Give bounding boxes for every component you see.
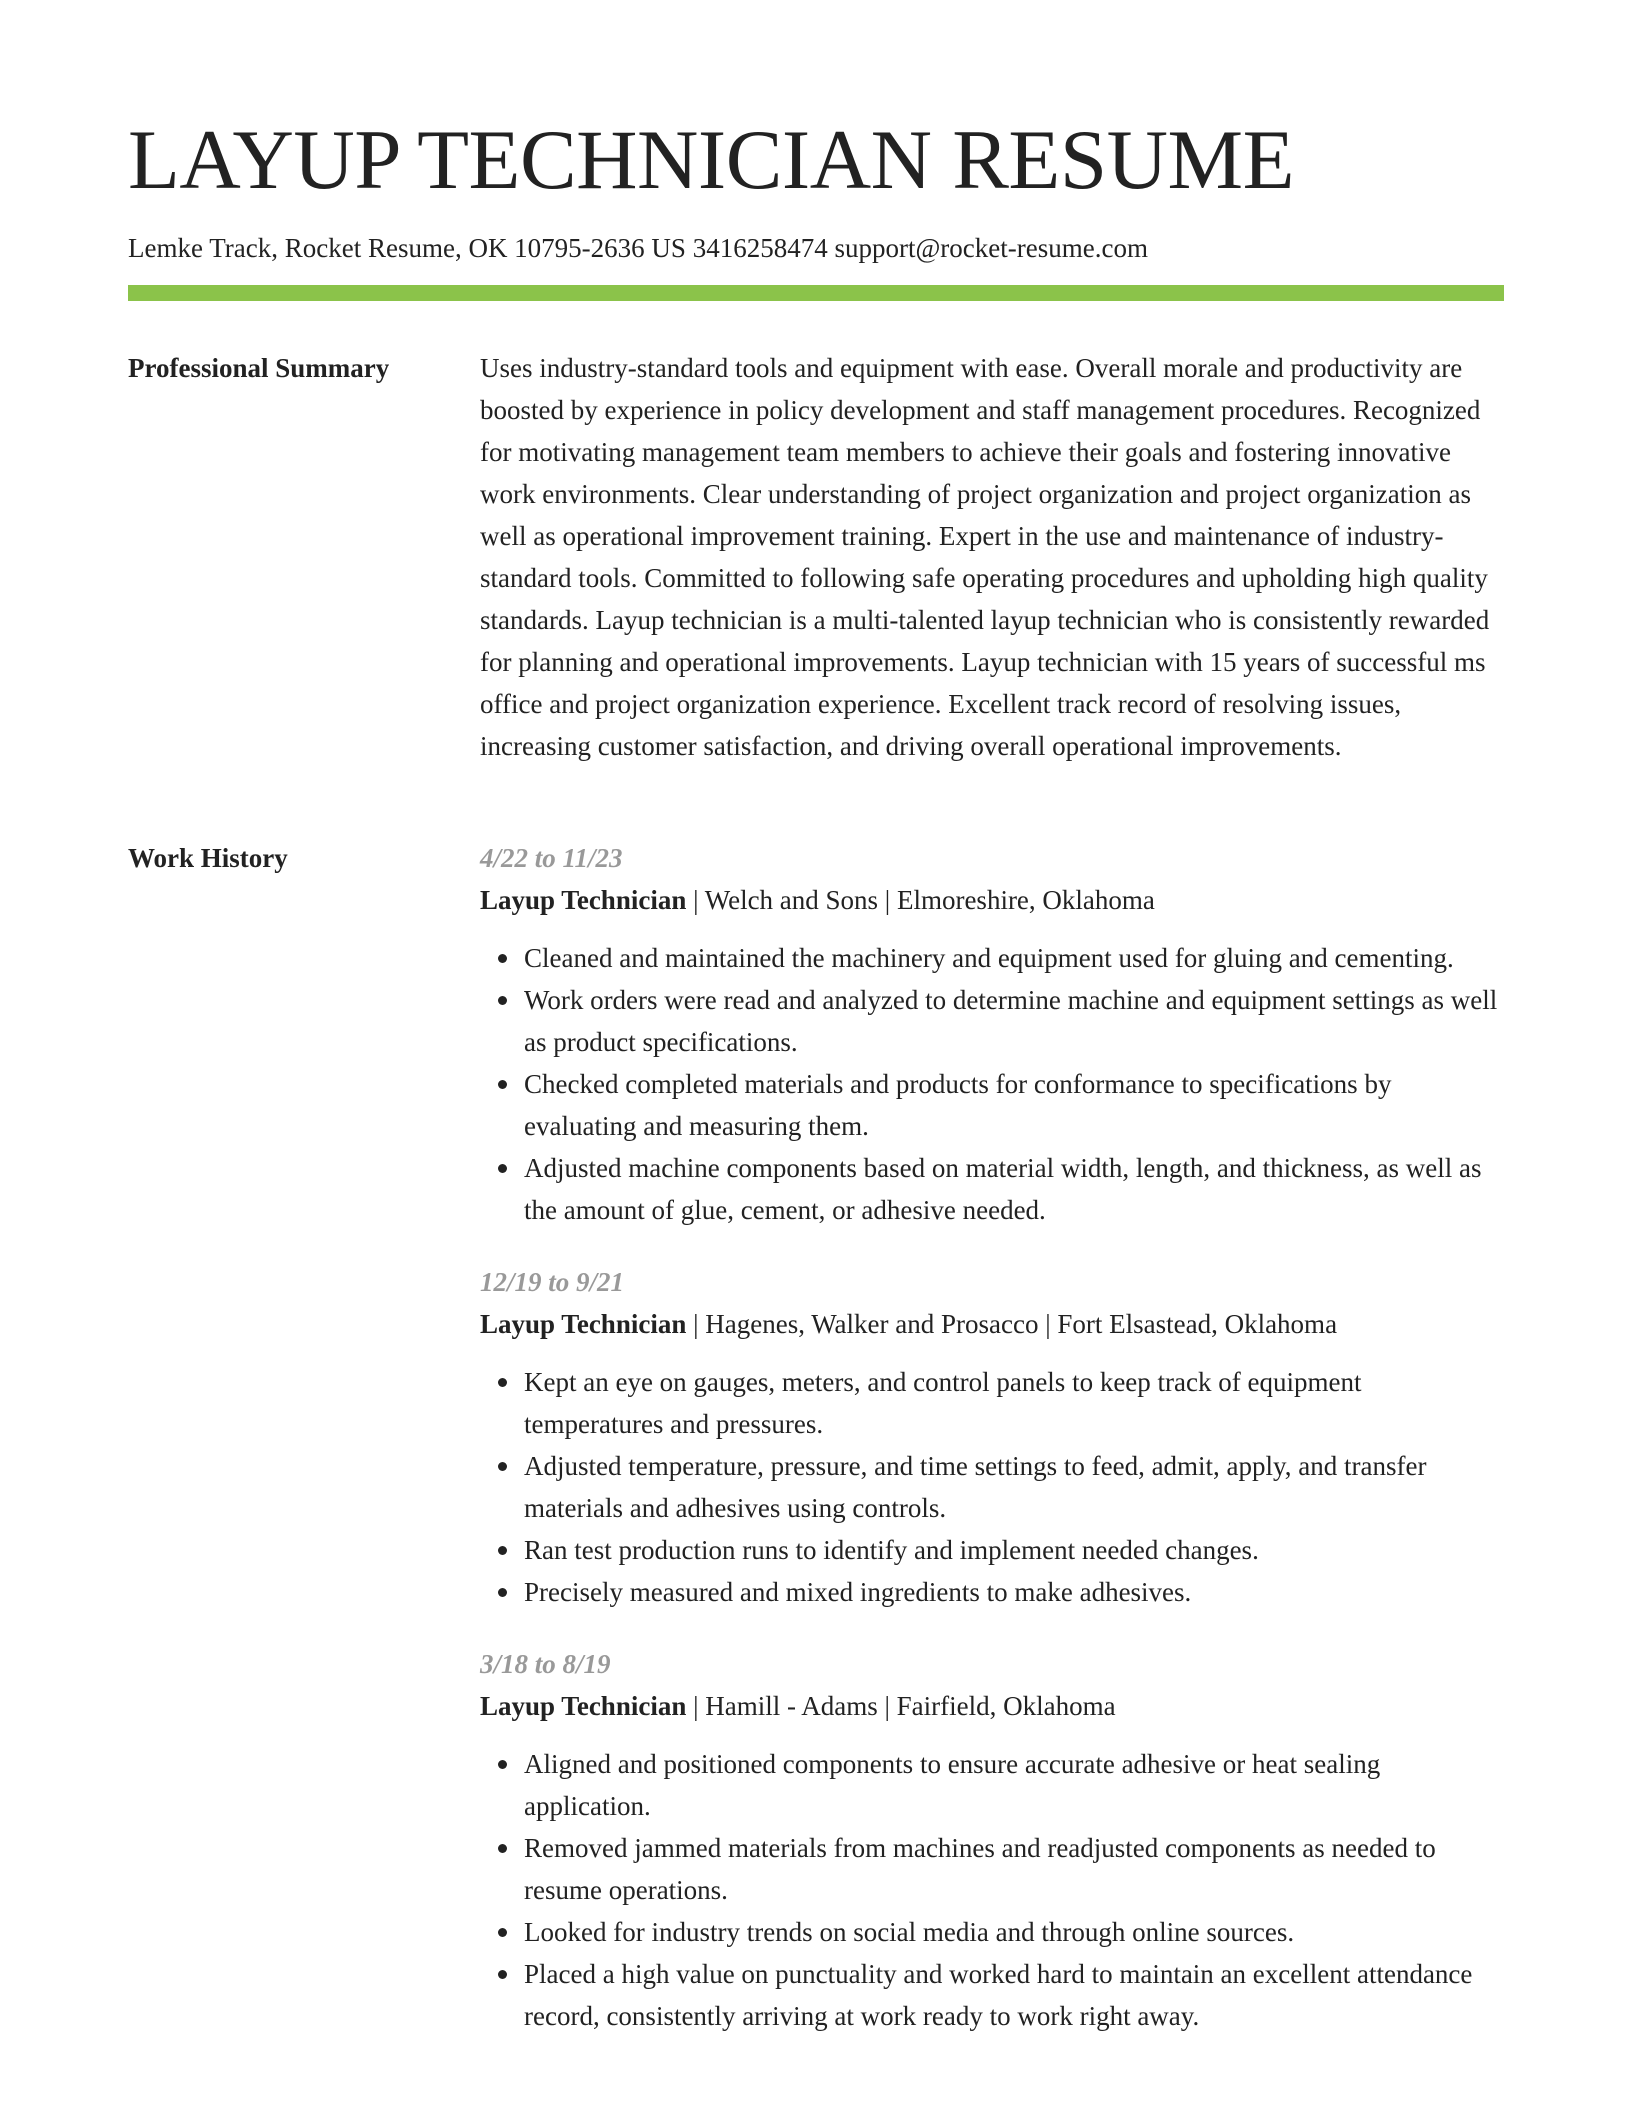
resume-title: LAYUP TECHNICIAN RESUME [128,113,1295,207]
job-bullet [524,1147,1504,1231]
bullet-icon [498,1462,507,1471]
job-entry [480,1261,1504,1613]
job-bullet-list [480,1743,1504,2037]
summary-body [480,347,1504,767]
job-heading [480,879,1504,921]
job-dates: 4/22 to 11/23 [480,843,623,873]
job-company-location: | Hagenes, Walker and Prosacco | Fort Elsastead, Oklahoma [686,1309,1338,1339]
bullet-icon [498,1928,507,1937]
bullet-icon [498,1378,507,1387]
job-bullet-text: Kept an eye on gauges, meters, and control panels to keep track of equipment temperatures and pressures. [524,1367,1362,1439]
job-bullet [524,1571,1504,1613]
job-dates: 3/18 to 8/19 [480,1649,611,1679]
bullet-icon [498,1760,507,1769]
bullet-icon [498,1970,507,1979]
job-bullet [524,1911,1504,1953]
job-title: Layup Technician [480,1691,687,1721]
job-bullet [524,979,1504,1063]
job-bullet-text: Cleaned and maintained the machinery and equipment used for gluing and cementing. [524,943,1454,973]
bullet-icon [498,1844,507,1853]
job-heading [480,1685,1504,1727]
job-company-location: | Hamill - Adams | Fairfield, Oklahoma [686,1691,1116,1721]
job-bullet-list [480,1361,1504,1613]
job-company-location: | Welch and Sons | Elmoreshire, Oklahoma [686,885,1155,915]
bullet-icon [498,1546,507,1555]
job-bullet-text: Adjusted machine components based on material width, length, and thickness, as well as the amount of glue, cement, or adhesive needed. [524,1153,1482,1225]
job-bullet-text: Placed a high value on punctuality and worked hard to maintain an excellent attendance record, consistently arriving at work ready to work right away. [524,1959,1473,2031]
bullet-icon [498,1080,507,1089]
job-bullet [524,1953,1504,2037]
job-dates: 12/19 to 9/21 [480,1267,625,1297]
bullet-icon [498,996,507,1005]
bullet-icon [498,954,507,963]
job-bullet [524,1827,1504,1911]
job-bullet [524,1445,1504,1529]
job-bullet [524,937,1504,979]
work-history-body [480,837,1504,2067]
job-bullet-text: Ran test production runs to identify and implement needed changes. [524,1535,1259,1565]
job-bullet [524,1743,1504,1827]
job-entry [480,837,1504,1231]
contact-info: Lemke Track, Rocket Resume, OK 10795-2636 US 3416258474 support@rocket-resume.com [128,233,1148,263]
job-bullet-text: Adjusted temperature, pressure, and time settings to feed, admit, apply, and transfer materials and adhesives using controls. [524,1451,1427,1523]
job-title: Layup Technician [480,1309,687,1339]
summary-text: Uses industry-standard tools and equipment with ease. Overall morale and productivity are boosted by experience in policy development and staff management procedures. Recognized for motivating management team members to achieve their goals and fostering innovative work environments. Clear understanding of project organization and project organization as well as operational improvement training. Expert in the use and maintenance of industry-standard tools. Committed to following safe operating procedures and upholding high quality standards. Layup technician is a multi-talented layup technician who is consistently rewarded for planning and operational improvements. Layup technician with 15 years of successful ms office and project organization experience. Excellent track record of resolving issues, increasing customer satisfaction, and driving overall operational improvements. [480,353,1490,761]
job-bullet-text: Looked for industry trends on social media and through online sources. [524,1917,1295,1947]
job-title: Layup Technician [480,885,687,915]
job-entry [480,1643,1504,2037]
job-bullet-text: Precisely measured and mixed ingredients to make adhesives. [524,1577,1192,1607]
job-bullet [524,1529,1504,1571]
job-bullet [524,1361,1504,1445]
job-heading [480,1303,1504,1345]
job-bullet-text: Work orders were read and analyzed to determine machine and equipment settings as well as product specifications. [524,985,1498,1057]
summary-heading: Professional Summary [128,353,390,383]
job-bullet-text: Removed jammed materials from machines and readjusted components as needed to resume operations. [524,1833,1436,1905]
bullet-icon [498,1588,507,1597]
job-bullet-text: Checked completed materials and products for conformance to specifications by evaluating and measuring them. [524,1069,1392,1141]
job-bullet-list [480,937,1504,1231]
bullet-icon [498,1164,507,1173]
job-bullet [524,1063,1504,1147]
job-bullet-text: Aligned and positioned components to ensure accurate adhesive or heat sealing application. [524,1749,1381,1821]
accent-divider [128,285,1504,301]
work-history-heading: Work History [128,843,288,873]
